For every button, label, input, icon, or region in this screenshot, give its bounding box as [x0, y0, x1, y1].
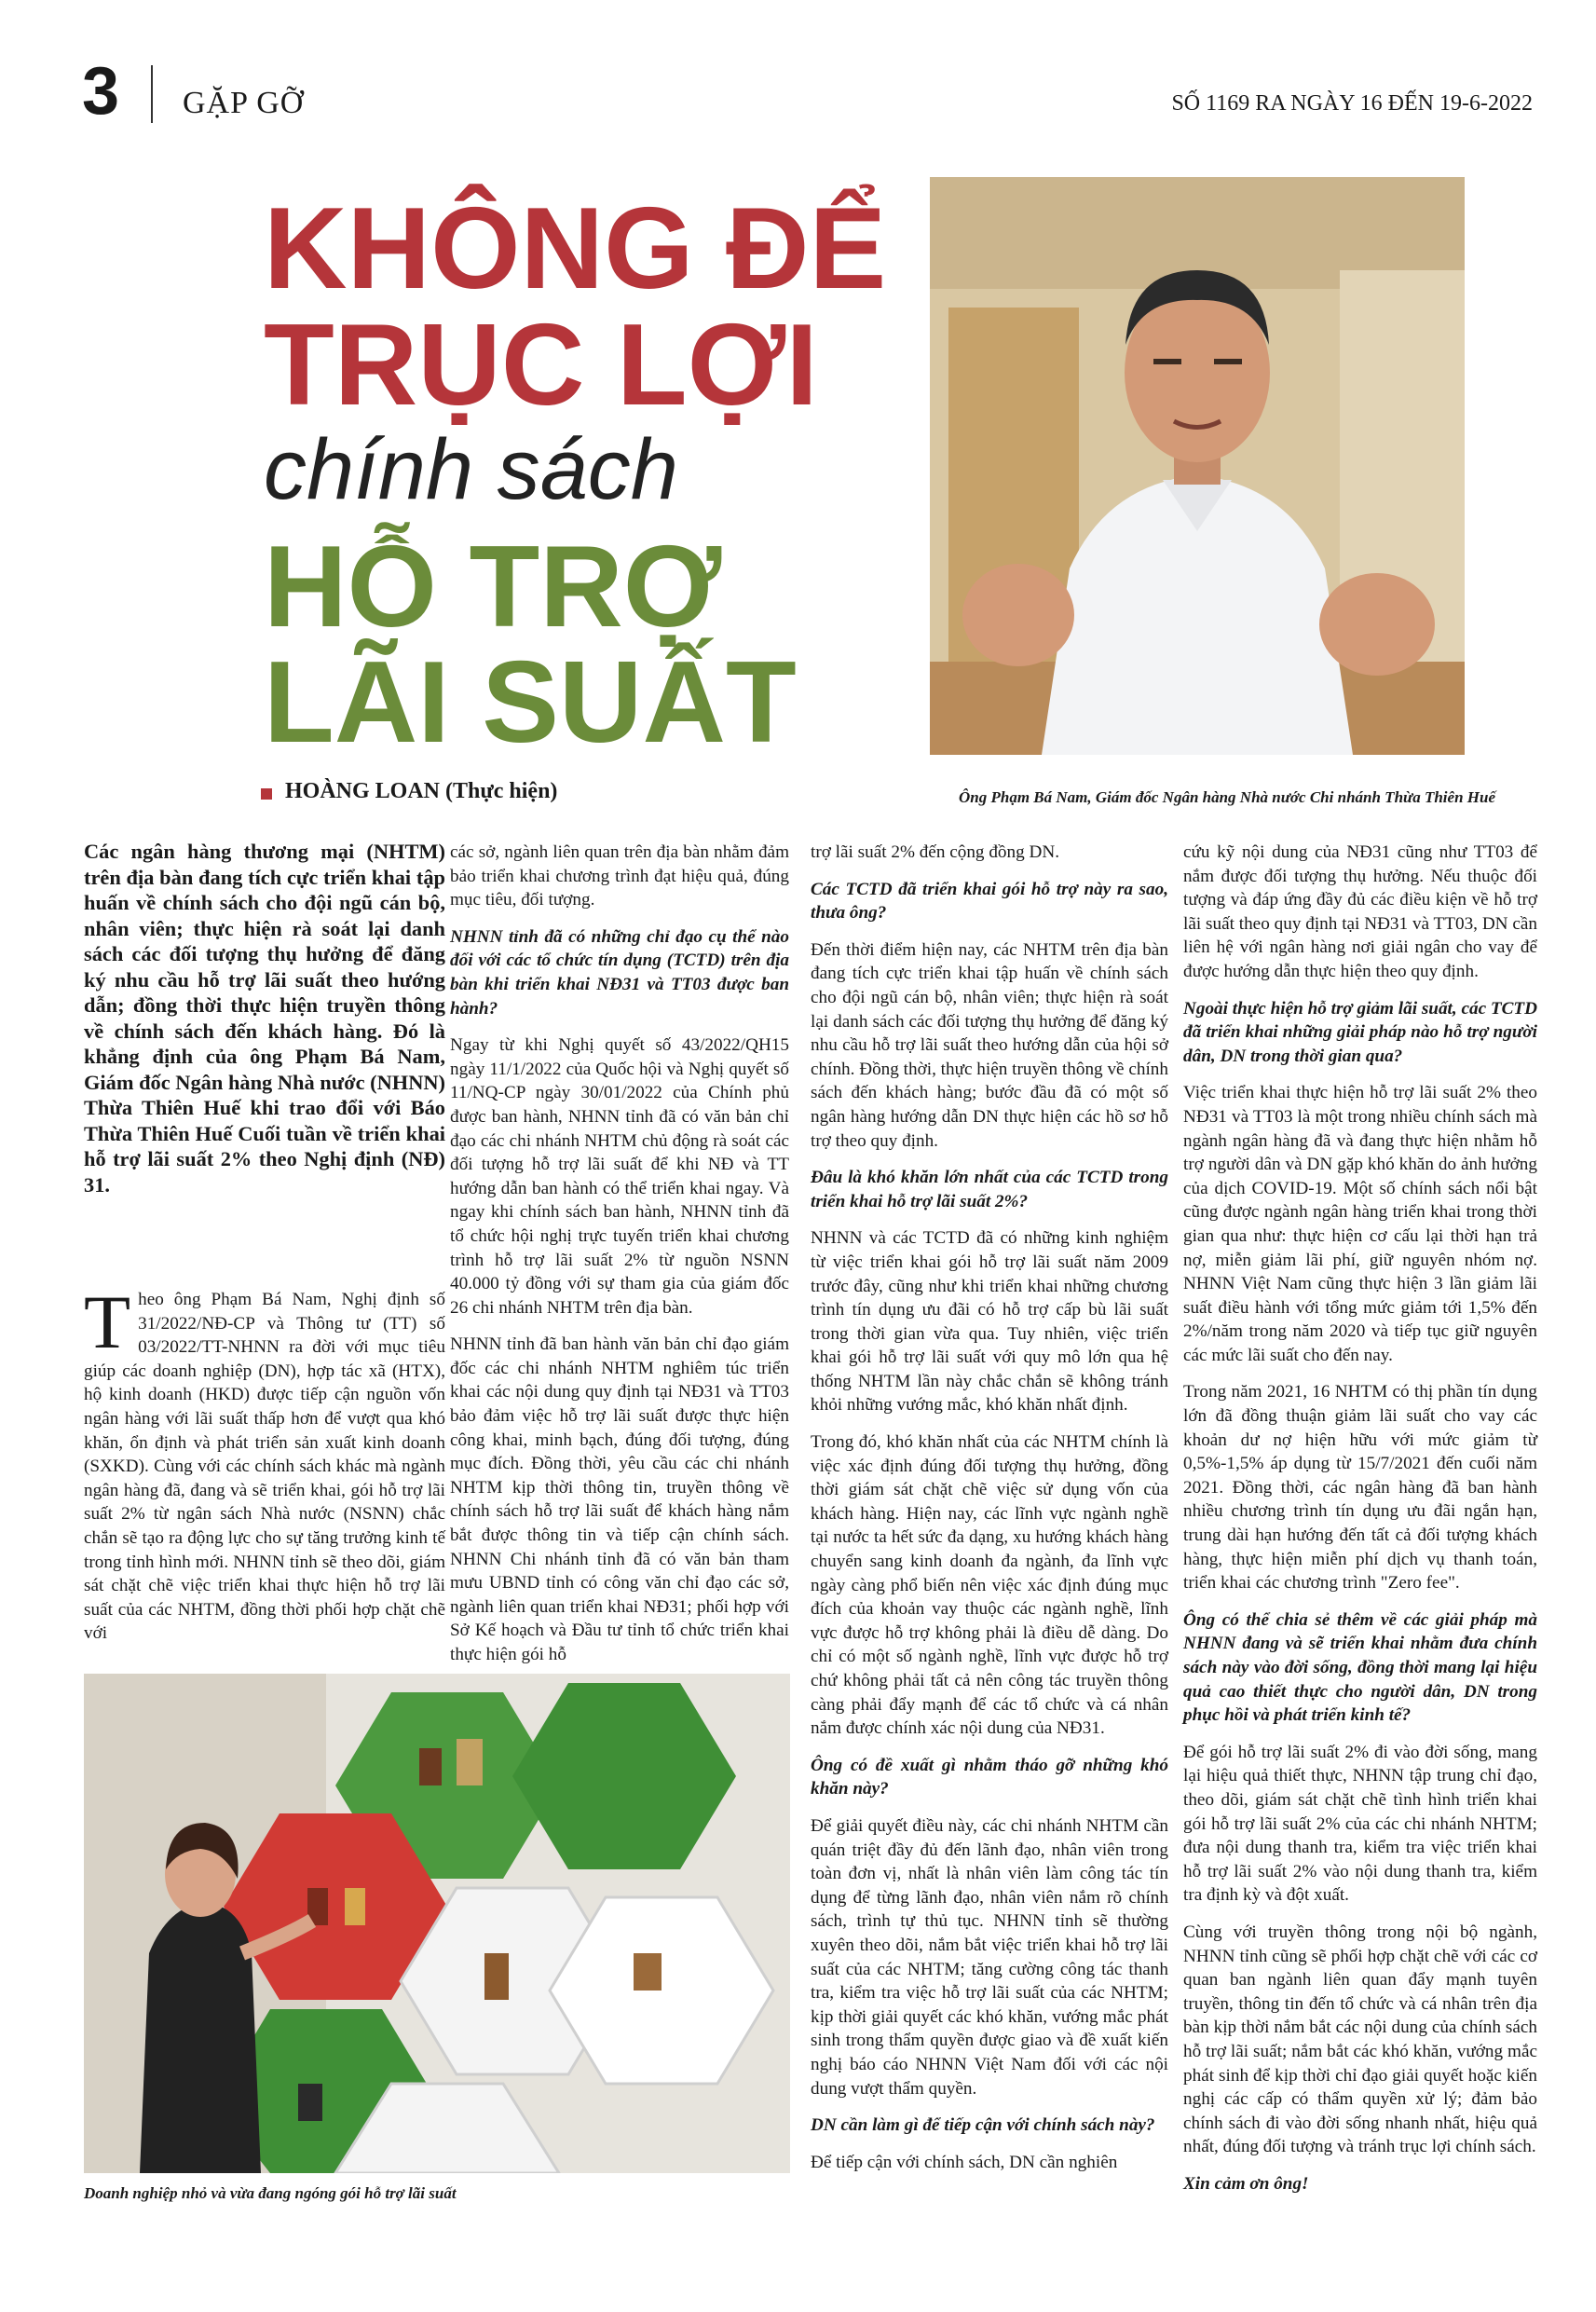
col3-paragraph-3: NHNN và các TCTD đã có những kinh nghiệm từ việc triển khai gói hỗ trợ lãi suất năm 2009 trước đây, cũng như khi triển khai những chương trình tín dụng ưu đãi có hỗ trợ cấp bù lãi suất trong thời gian vừa qua. Tuy nhiên, việc triển khai gói hỗ trợ lãi suất với quy mô lớn qua hệ thống NHTM lần này chắc chắn sẽ không tránh khỏi những vướng mắc, khó khăn nhất định.	[811, 1228, 1168, 1416]
portrait-caption: Ông Phạm Bá Nam, Giám đốc Ngân hàng Nhà nước Chi nhánh Thừa Thiên Huế	[959, 788, 1495, 806]
shelf-photo	[84, 1674, 790, 2173]
title-line-4: HỖ TRỢ	[264, 523, 722, 651]
question-6: Ngoài thực hiện hỗ trợ giảm lãi suất, các TCTD đã triển khai những giải pháp nào hỗ trợ người dân, DN trong thời gian qua?	[1183, 998, 1537, 1066]
col4-paragraph-2: Việc triển khai thực hiện hỗ trợ lãi suất 2% theo NĐ31 và TT03 là một trong nhiều chính sách mà ngành ngân hàng đã và đang thực hiện nhằm hỗ trợ người dân và DN gặp khó khăn do ảnh hưởng của dịch COVID-19. Một số chính sách nổi bật cũng được ngành ngân hàng triển khai trong thời gian qua như: thực hiện cơ cấu lại thời hạn trả nợ, miễn giảm lãi phí, giữ nguyên nhóm nợ. NHNN Việt Nam cũng thực hiện 3 lần giảm lãi suất điều hành với tổng mức giảm tới 1,5% đến 2%/năm trong năm 2020 và tiếp tục giữ nguyên các mức lãi suất cho đến nay.	[1183, 1083, 1537, 1365]
column-3	[811, 841, 1168, 2187]
header-divider	[151, 65, 153, 123]
issue-info: SỐ 1169 RA NGÀY 16 ĐẾN 19-6-2022	[1171, 91, 1533, 116]
byline: HOÀNG LOAN (Thực hiện)	[285, 779, 558, 803]
drop-cap: T	[84, 1279, 131, 1364]
closing-line: Xin cảm ơn ông!	[1183, 2173, 1309, 2194]
title-line-1: KHÔNG ĐỂ	[264, 185, 887, 313]
col1-paragraph-1: heo ông Phạm Bá Nam, Nghị định số 31/2022/NĐ-CP và Thông tư (TT) số 03/2022/TT-NHNN ra đời với mục tiêu giúp các doanh nghiệp (DN), hợp tác xã (HTX), hộ kinh doanh (HKD) được tiếp cận nguồn vốn ngân hàng với lãi suất thấp hơn để vượt qua khó khăn, ổn định và phát triển sản xuất kinh doanh (SXKD). Cùng với các chính sách khác mà ngành ngân hàng đã, đang và sẽ triển khai, gói hỗ trợ lãi suất 2% từ ngân sách Nhà nước (NSNN) chắc chắn sẽ tạo ra động lực cho sự tăng trưởng kinh tế trong tỉnh hình mới. NHNN tỉnh sẽ theo dõi, giám sát chặt chẽ việc triển khai thực hiện hỗ trợ lãi suất của các NHTM, đồng thời phối hợp chặt chẽ với	[84, 1290, 445, 1644]
title-line-3: chính sách	[264, 422, 678, 517]
col3-paragraph-6: Để tiếp cận với chính sách, DN cần nghiên	[811, 2152, 1118, 2172]
title-line-2: TRỤC LỢI	[264, 301, 818, 430]
question-4: Ông có đề xuất gì nhằm tháo gỡ những khó khăn này?	[811, 1755, 1168, 1799]
column-1	[84, 1279, 445, 1659]
question-3: Đâu là khó khăn lớn nhất của các TCTD trong triển khai hỗ trợ lãi suất 2%?	[811, 1168, 1168, 1211]
question-5: DN cần làm gì để tiếp cận với chính sách này?	[811, 2115, 1155, 2136]
col3-paragraph-4: Trong đó, khó khăn nhất của các NHTM chính là việc xác định đúng đối tượng thụ hưởng, đồng thời giám sát chặt chẽ việc sử dụng vốn của khách hàng. Hiện nay, các lĩnh vực ngành nghề tại nước ta hết sức đa dạng, xu hướng khách hàng chuyển sang kinh doanh đa ngành, đa lĩnh vực ngày càng phổ biến nên việc xác định đúng mục đích của khoản vay thuộc các ngành nghề, lĩnh vực được hỗ trợ không phải là điều dễ dàng. Do chỉ có một số ngành nghề, lĩnh vực được hỗ trợ chứ không phải tất cả nên công tác truyền thông càng phải đẩy mạnh để các tổ chức và cá nhân nắm được chính xác nội dung của NĐ31.	[811, 1432, 1168, 1739]
col4-paragraph-4: Để gói hỗ trợ lãi suất 2% đi vào đời sống, mang lại hiệu quả thiết thực, NHNN tập trung chỉ đạo, theo dõi, giám sát chặt chẽ tình hình triển khai gói hỗ trợ lãi suất 2% của các chi nhánh NHTM; đưa nội dung thanh tra, kiểm tra việc triển khai hỗ trợ lãi suất 2% vào nội dung thanh tra, kiểm tra định kỳ và đột xuất.	[1183, 1742, 1537, 1906]
col4-paragraph-5: Cùng với truyền thông trong nội bộ ngành, NHNN tỉnh cũng sẽ phối hợp chặt chẽ với các cơ quan ban ngành liên quan đẩy mạnh tuyên truyền, thông tin đến tổ chức và cá nhân trên địa bàn kịp thời nắm bắt các nội dung của chính sách hỗ trợ lãi suất; nắm bắt các khó khăn, vướng mắc phát sinh để kịp thời chỉ đạo giải quyết hoặc kiến nghị các cấp có thẩm quyền xử lý; đảm bảo chính sách đi vào đời sống nhanh nhất, hiệu quả nhất, đúng đối tượng và tránh trục lợi chính sách.	[1183, 1922, 1537, 2157]
lead-paragraph: Các ngân hàng thương mại (NHTM) trên địa bàn đang tích cực triển khai tập huấn về chính sách cho đội ngũ cán bộ, nhân viên; thực hiện rà soát lại danh sách các đối tượng thụ hưởng để đăng ký nhu cầu hỗ trợ lãi suất theo hướng dẫn; đồng thời thực hiện truyền thông về chính sách đến khách hàng. Đó là khẳng định của ông Phạm Bá Nam, Giám đốc Ngân hàng Nhà nước (NHNN) Thừa Thiên Huế khi trao đổi với Báo Thừa Thiên Huế Cuối tuần về triển khai hỗ trợ lãi suất 2% theo Nghị định (NĐ) 31.	[84, 840, 445, 1197]
col3-paragraph-2: Đến thời điểm hiện nay, các NHTM trên địa bàn đang tích cực triển khai tập huấn về chính sách cho đội ngũ cán bộ, nhân viên; thực hiện rà soát lại danh sách các đối tượng thụ hưởng để đăng ký nhu cầu hỗ trợ lãi suất theo hướng dẫn của hội sở chính. Đồng thời, thực hiện truyền thông về chính sách đến khách hàng; bước đầu đã có một số ngân hàng hướng dẫn DN thực hiện các hồ sơ hỗ trợ theo quy định.	[811, 939, 1168, 1151]
col2-paragraph-2: Ngay từ khi Nghị quyết số 43/2022/QH15 ngày 11/1/2022 của Quốc hội và Nghị quyết số 11/NQ-CP ngày 30/01/2022 của Chính phủ được ban hành, NHNN tỉnh đã có văn bản chỉ đạo các chi nhánh NHTM chủ động rà soát các đối tượng hỗ trợ lãi suất để khi NĐ và TT hướng dẫn ban hành có thể triển khai ngay. Và ngay khi chính sách ban hành, NHNN tỉnh đã tổ chức hội nghị trực tuyến triển khai chương trình hỗ trợ lãi suất 2% từ nguồn NSNN 40.000 tỷ đồng với sự tham gia của giám đốc 26 chi nhánh NHTM trên địa bàn.	[450, 1035, 789, 1318]
col4-paragraph-3: Trong năm 2021, 16 NHTM có thị phần tín dụng lớn đã đồng thuận giảm lãi suất cho vay các khoản dư nợ hiện hữu với mức giảm từ 0,5%-1,5% áp dụng từ 15/7/2021 đến cuối năm 2021. Đồng thời, các ngân hàng đã ban hành nhiều chương trình tín dụng ưu đãi ngắn hạn, trung dài hạn hướng đến tất cả đối tượng khách hàng, thực hiện miễn phí dịch vụ thanh toán, triển khai các chương trình "Zero fee".	[1183, 1382, 1537, 1594]
col2-paragraph-3: NHNN tỉnh đã ban hành văn bản chỉ đạo giám đốc các chi nhánh NHTM nghiêm túc triển khai các nội dung quy định tại NĐ31 và TT03 bảo đảm việc hỗ trợ lãi suất được thực hiện công khai, minh bạch, đúng đối tượng, đúng mục đích. Đồng thời, yêu cầu các chi nhánh NHTM kịp thời thông tin, truyền thông về chính sách hỗ trợ lãi suất để khách hàng nắm bắt được thông tin và tiếp cận chính sách. NHNN Chi nhánh tỉnh đã có văn bản tham mưu UBND tỉnh có công văn chỉ đạo các sở, ngành liên quan triển khai NĐ31; phối hợp với Sở Kế hoạch và Đầu tư tỉnh tổ chức triển khai thực hiện gói hỗ	[450, 1334, 789, 1664]
title-line-5: LÃI SUẤT	[264, 638, 797, 767]
column-4	[1183, 841, 1537, 2209]
question-1: NHNN tỉnh đã có những chỉ đạo cụ thể nào đối với các tổ chức tín dụng (TCTD) trên địa bàn khi triển khai NĐ31 và TT03 được ban hành?	[450, 926, 789, 1019]
col4-paragraph-1: cứu kỹ nội dung của NĐ31 cũng như TT03 để nắm được đối tượng thụ hưởng. Nếu thuộc đối tượng và đáp ứng đầy đủ các điều kiện về hỗ trợ lãi suất theo quy định tại NĐ31 và TT03, DN cần liên hệ với ngân hàng nơi giải ngân cho vay để được hướng dẫn thực hiện theo quy định.	[1183, 842, 1537, 981]
column-2	[450, 841, 789, 1680]
section-name: GẶP GỠ	[183, 86, 305, 120]
col3-paragraph-5: Để giải quyết điều này, các chi nhánh NHTM cần quán triệt đầy đủ đến lãnh đạo, nhân viên trong toàn đơn vị, nhất là nhân viên làm công tác tín dụng để từng lãnh đạo, nhân viên nắm rõ chính sách, trình tự thủ tục. NHNN tỉnh sẽ thường xuyên theo dõi, nắm bắt việc triển khai hỗ trợ lãi suất của các NHTM; tăng cường công tác thanh tra, kiểm tra việc hỗ trợ lãi suất của các NHTM; kịp thời giải quyết các khó khăn, vướng mắc phát sinh trong thẩm quyền được giao và đề xuất kiến nghị báo cáo NHNN Việt Nam đối với các nội dung vượt thẩm quyền.	[811, 1815, 1168, 2099]
col3-paragraph-1: trợ lãi suất 2% đến cộng đồng DN.	[811, 842, 1059, 862]
question-7: Ông có thể chia sẻ thêm về các giải pháp mà NHNN đang và sẽ triển khai nhằm đưa chính sách này vào đời sống, đồng thời mang lại hiệu quả cao thiết thực cho người dân, DN trong phục hồi và phát triển kinh tế?	[1183, 1609, 1537, 1726]
shelf-photo-caption: Doanh nghiệp nhỏ và vừa đang ngóng gói hỗ trợ lãi suất	[84, 2184, 457, 2202]
page-number: 3	[82, 54, 120, 129]
col2-paragraph-1: các sở, ngành liên quan trên địa bàn nhằm đảm bảo triển khai chương trình đạt hiệu quả, đúng mục tiêu, đối tượng.	[450, 842, 789, 910]
portrait-photo	[930, 177, 1465, 755]
byline-marker	[261, 788, 272, 800]
question-2: Các TCTD đã triển khai gói hỗ trợ này ra sao, thưa ông?	[811, 879, 1168, 923]
